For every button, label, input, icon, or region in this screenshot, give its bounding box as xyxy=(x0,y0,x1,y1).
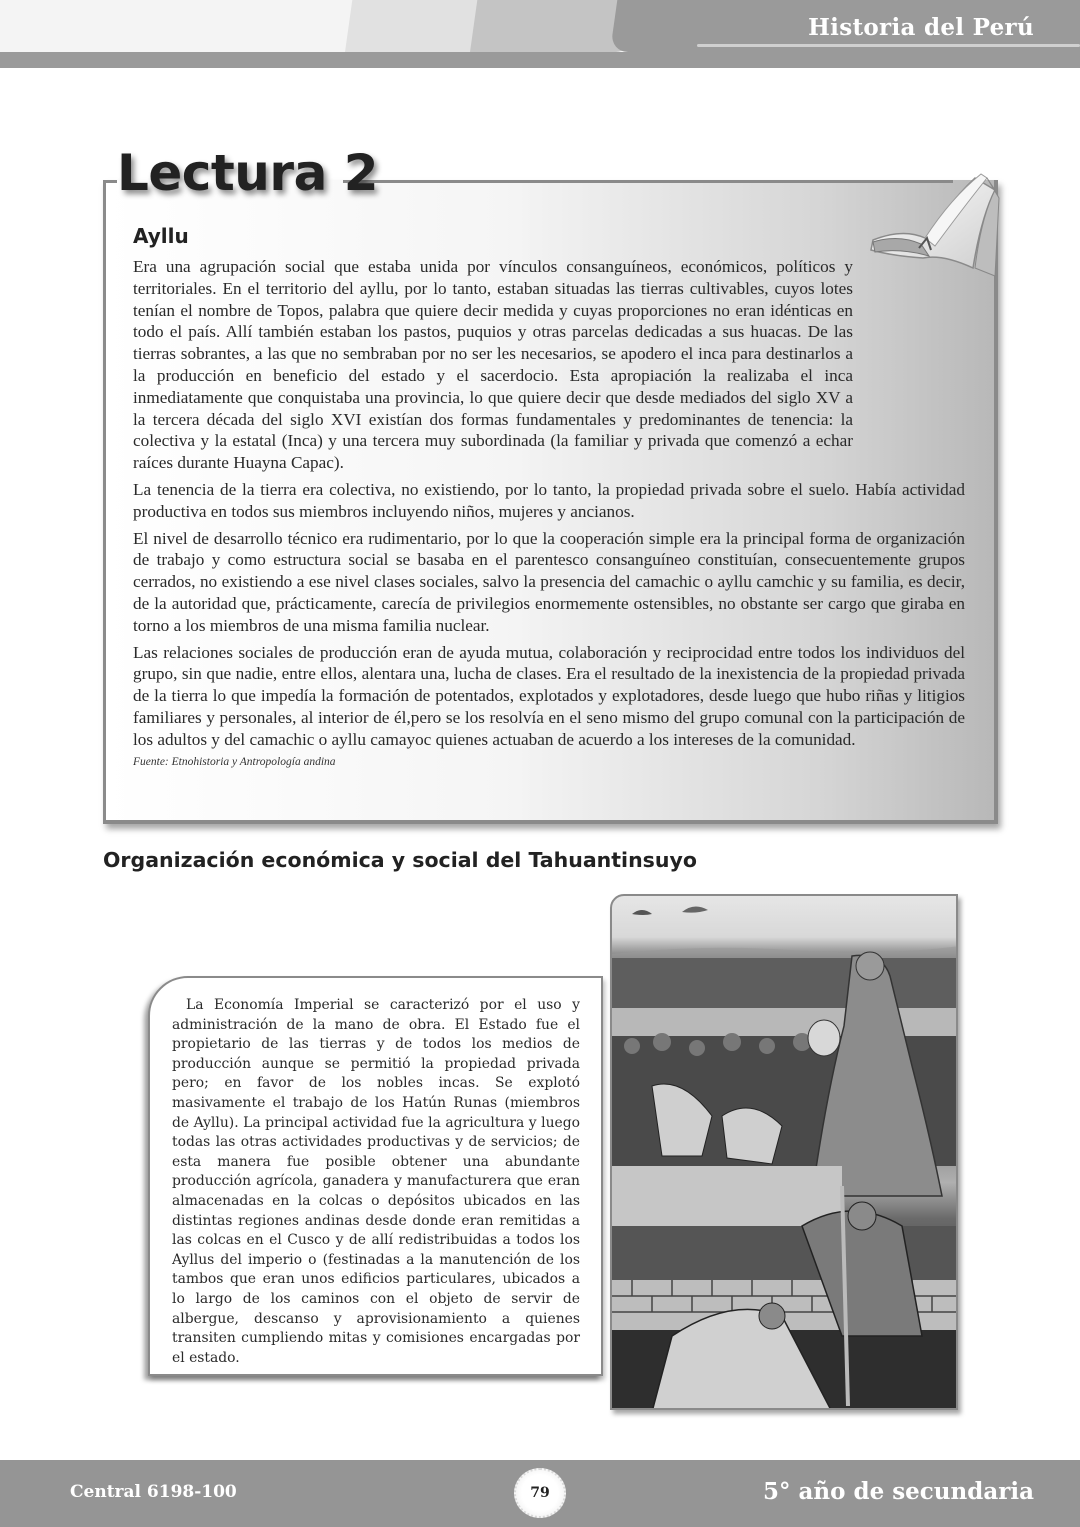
page-header xyxy=(0,0,1080,68)
reading-source: Fuente: Etnohistoria y Antropología andina xyxy=(133,755,336,768)
header-strip xyxy=(0,52,1080,68)
economy-text: La Economía Imperial se caracterizó por el uso y administración de la mano de obra. El Estado fue el propietario de las tierras y de todos los medios de producción aunque se permitió la propiedad privada pero; en favor de los nobles incas. Se explotó masivamente el trabajo de los Hatún Runas (miembros de Ayllu). La principal actividad fue la agricultura y luego todas las otras actividades productivas y de servicios; de esta manera fue posible obtener una abundante producción agrícola, ganadera y manufacturera que eran almacenadas en la colcas o depósitos ubicados en las distintas regiones andinas desde donde eran remitidas a las colcas en el Cusco y de allí redistribuidas a todos los Ayllus del imperio o (festinadas a la manutención de los tambos que eran unos edificios particulares, ubicados a lo largo de los caminos con el objeto de servir de albergue, descanso y aprovisionamiento a quienes transiten cumpliendo mitas y comisiones encargadas por el estado. xyxy=(172,997,580,1366)
page-number: 79 xyxy=(530,1485,550,1501)
section-title: Organización económica y social del Tahuantinsuyo xyxy=(103,848,697,872)
header-title: Historia del Perú xyxy=(808,14,1034,41)
footer-phone: Central 6198-100 xyxy=(70,1482,237,1502)
frame-line xyxy=(343,180,953,183)
illustration-drawing xyxy=(612,896,958,1410)
page-number-badge xyxy=(514,1468,566,1518)
frame-line xyxy=(103,180,117,183)
footer-grade: 5° año de secundaria xyxy=(763,1478,1034,1505)
reading-paragraph: La tenencia de la tierra era colectiva, no existiendo, por lo tanto, la propiedad privada sobre el suelo. Había actividad productiva en todos sus miembros incluyendo niños, mujeres y ancianos. xyxy=(133,479,965,521)
inca-farming-illustration xyxy=(610,894,958,1410)
reading-paragraph: El nivel de desarrollo técnico era rudimentario, por lo que la cooperación simple era la principal forma de organización de trabajo y como estructura social se basaba en el parentesco consanguíneo constituían, consecuentemente grupos cerrados, no existiendo a ese nivel clases sociales, salvo la presencia del camachic o ayllu camchic y su familia, es decir, de la autoridad que, prácticamente, carecía de privilegios enormemente ostensibles, no obstante ser cargo que giraba en torno a los miembros de una misma familia nuclear. xyxy=(133,528,965,635)
reading-subtitle: Ayllu xyxy=(133,224,189,248)
reading-heading: Lectura 2 xyxy=(117,144,379,202)
reading-box xyxy=(103,144,1000,826)
page-footer xyxy=(0,1460,1080,1527)
header-band xyxy=(470,0,637,52)
reading-paragraph: Las relaciones sociales de producción eran de ayuda mutua, colaboración y reciprocidad entre todos los individuos del grupo, sin que nadie, entre ellos, alentara una, lucha de clases. Era el resultado de la inexistencia de la propiedad privada de la tierra lo que impedía la formación de potentados, explotados y explotadores, desde luego que hubo riñas y litigios familiares y personales, al interior de él,pero se los resolvía en el seno mismo del grupo comunal con la participación de los adultos y del camachic o ayllu camayoc quienes actuaban de acuerdo a los intereses de la comunidad. xyxy=(133,642,965,749)
economy-text-box xyxy=(148,976,603,1376)
reading-content xyxy=(133,224,965,768)
header-underline xyxy=(697,44,1080,47)
reading-paragraph: Era una agrupación social que estaba unida por vínculos consanguíneos, económicos, políticos y territoriales. En el territorio del ayllu, por lo tanto, estaban situadas las tierras cultivables, cuyos lotes tenían el nombre de Topos, palabra que quiere decir medida y cuyas proporciones no eran idénticas en todo el país. Allí también estaban los pastos, puquios y otras parcelas dedicadas a sus huacas. De las tierras sobrantes, a las que no sembraban por no ser les necesarios, se apodero el inca para destinarlos a la producción en beneficio del estado y el sacerdocio. Esta apropiación la realizaba el inca inmediatamente que conquistaba una provincia, lo que quiere decir que desde mediados del siglo XV a la tercera década del siglo XVI existían dos formas fundamentales y predominantes de tenencia: la colectiva y la estatal (Inca) y una tercera muy subordinada (la familiar y privada que comenzó a echar raíces durante Huayna Capac). xyxy=(133,257,853,473)
